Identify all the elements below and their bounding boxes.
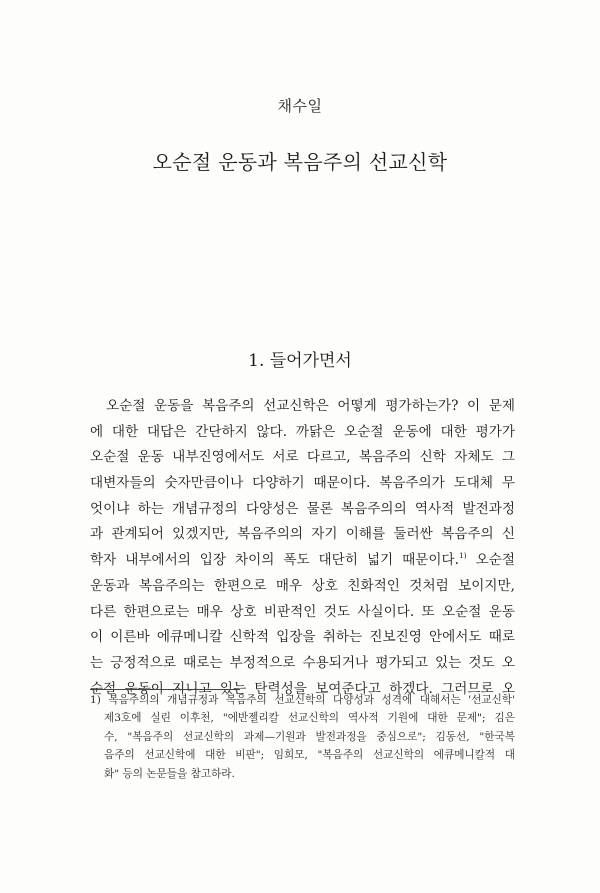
body-line-tail: 오순절	[475, 552, 516, 569]
body-line: 대변자들의 숫자만큼이나 다양하기 때문이다. 복음주의가 도대체 무	[90, 475, 515, 492]
author-name: 채수일	[277, 97, 323, 115]
footnote-divider	[90, 689, 240, 690]
body-line: 오순절 운동 내부진영에서도 서로 다르고, 복음주의 신학 자체도 그	[90, 449, 515, 466]
body-line: 오순절 운동을 복음주의 선교신학은 어떻게 평가하는가? 이 문제	[106, 398, 515, 414]
footnote-line: 수, "복음주의 선교신학의 과제—기원과 발전과정을 중심으로"; 김동선, "한국복	[104, 730, 515, 743]
body-line: 에 대한 대답은 간단하지 않다. 까닭은 오순절 운동에 대한 평가가	[90, 423, 515, 440]
paper-title: 오순절 운동과 복음주의 선교신학	[152, 150, 448, 174]
footnote-line: 제3호에 실린 이후천, "에반젤리칼 선교신학의 역사적 기원에 대한 문제"; 김은	[104, 712, 515, 725]
body-line: 과 관계되어 있겠지만, 복음주의의 자기 이해를 둘러싼 복음주의 신	[90, 526, 515, 543]
footnote-ref[interactable]: 1)	[458, 551, 467, 561]
body-text	[90, 394, 515, 702]
body-line: 다른 한편으로는 매우 상호 비판적인 것도 사실이다. 또 오순절 운동	[90, 603, 515, 620]
body-line-with-footnote	[90, 548, 515, 574]
footnote-line: 1) 복음주의의 개념규정과 복음주의 선교신학의 다양성과 성격에 대해서는 '선교신학'	[90, 694, 515, 706]
body-line: 는 긍정적으로 때로는 부정적으로 수용되거나 평가되고 있는 것도 오	[90, 654, 515, 671]
footnote-line: 음주의 선교신학에 대한 비판"; 임희모, "복음주의 선교신학의 에큐메니칼적 대	[104, 749, 515, 762]
footnote-line: 화" 등의 논문들을 참고하라.	[104, 767, 235, 780]
body-line-text: 학자 내부에서의 입장 차이의 폭도 대단히 넓기 때문이다.	[90, 552, 459, 569]
section-heading: 1. 들어가면서	[248, 351, 352, 371]
body-line: 운동과 복음주의는 한편으로 매우 상호 친화적인 것처럼 보이지만,	[90, 577, 515, 594]
body-line: 이 이른바 에큐메니칼 신학적 입장을 취하는 진보진영 안에서도 때로	[90, 629, 515, 646]
footnotes	[90, 691, 515, 783]
body-line: 엇이냐 하는 개념규정의 다양성은 물론 복음주의의 역사적 발전과정	[90, 500, 515, 517]
body-line: 순절 운동이 지니고 있는 탄력성을 보여준다고 하겠다. 그러므로 오	[90, 680, 515, 697]
